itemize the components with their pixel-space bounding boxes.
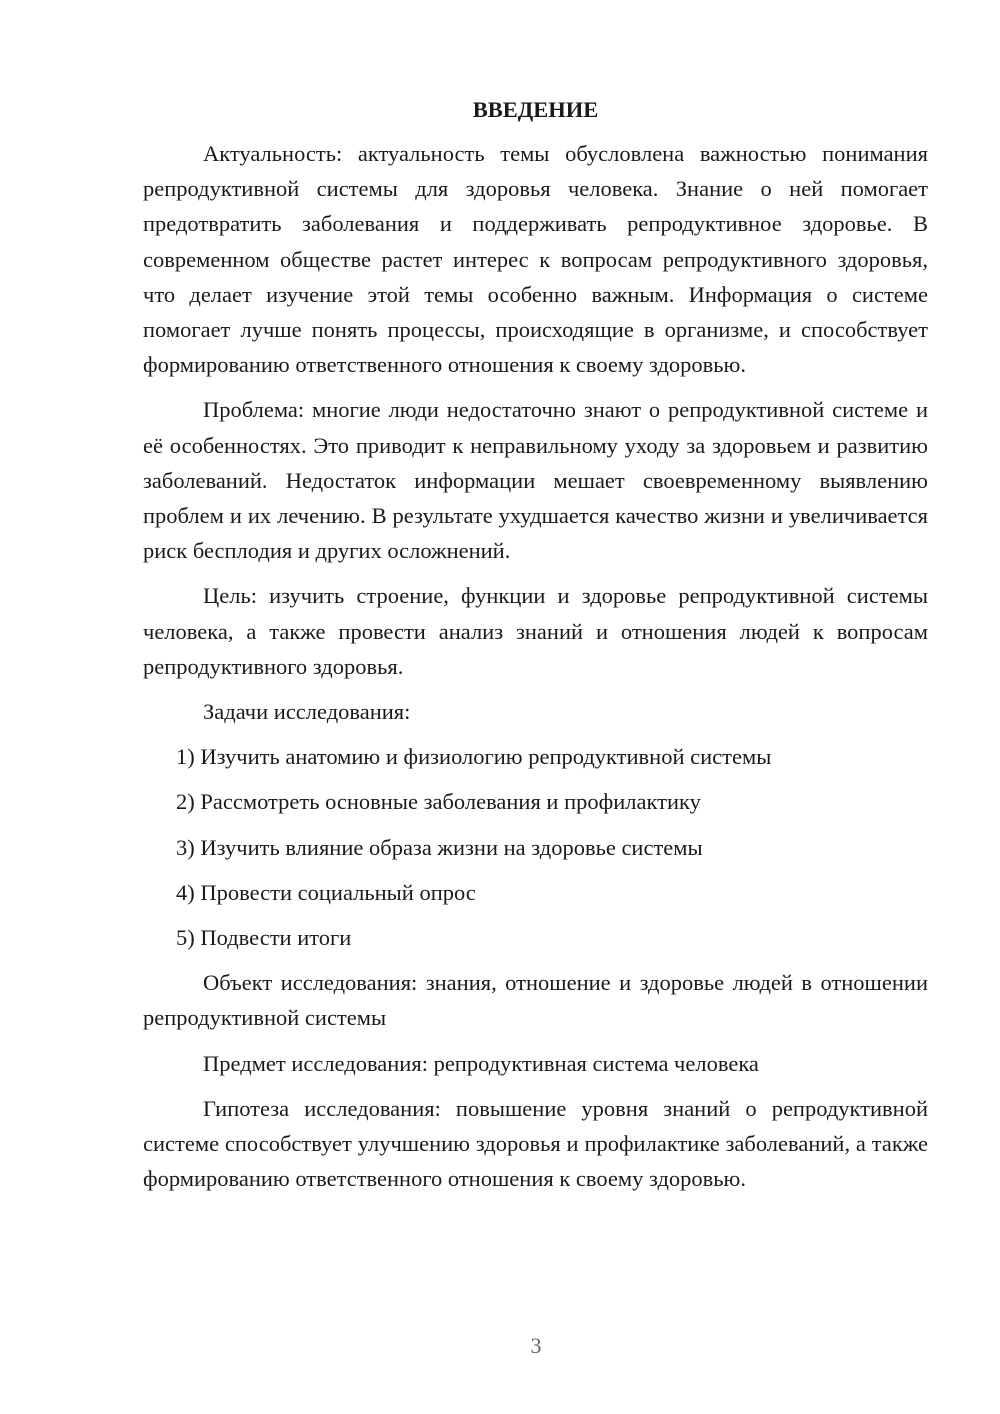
list-item: 2) Рассмотреть основные заболевания и профилактику [176, 789, 701, 815]
hypothesis-paragraph: Гипотеза исследования: повышение уровня знаний о репродуктивной системе способствует улучшению здоровья и профилактике заболеваний, а также формированию ответственного отношения к своему здоровью. [143, 1095, 928, 1192]
document-page [143, 92, 928, 1206]
object-paragraph: Объект исследования: знания, отношение и здоровье людей в отношении репродуктивной системы [143, 970, 928, 1031]
list-item: 4) Провести социальный опрос [176, 879, 476, 905]
relevance-paragraph: Актуальность: актуальность темы обусловлена важностью понимания репродуктивной системы для здоровья человека. Знание о ней помогает предотвратить заболевания и поддерживать репродуктивное здоровье. В современном обществе растет интерес к вопросам репродуктивного здоровья, что делает изучение этой темы особенно важным. Информация о системе помогает лучше понять процессы, происходящие в организме, и способствует формированию ответственного отношения к своему здоровью. [143, 141, 928, 378]
list-item: 3) Изучить влияние образа жизни на здоровье системы [176, 834, 703, 860]
tasks-heading: Задачи исследования: [203, 699, 411, 725]
problem-paragraph: Проблема: многие люди недостаточно знают о репродуктивной системе и её особенностях. Это приводит к неправильному уходу за здоровьем и развитию заболеваний. Недостаток информации мешает своевременному выявлению проблем и их лечению. В результате ухудшается качество жизни и увеличивается риск бесплодия и других осложнений. [143, 397, 928, 564]
list-item: 1) Изучить анатомию и физиологию репродуктивной системы [176, 744, 772, 770]
page-number: 3 [530, 1333, 542, 1358]
subject-paragraph: Предмет исследования: репродуктивная система человека [203, 1050, 759, 1076]
list-item: 5) Подвести итоги [176, 925, 352, 951]
tasks-list [143, 739, 928, 955]
goal-paragraph: Цель: изучить строение, функции и здоровье репродуктивной системы человека, а также провести анализ знаний и отношения людей к вопросам репродуктивного здоровья. [143, 583, 928, 679]
page-title: ВВЕДЕНИЕ [472, 97, 599, 122]
